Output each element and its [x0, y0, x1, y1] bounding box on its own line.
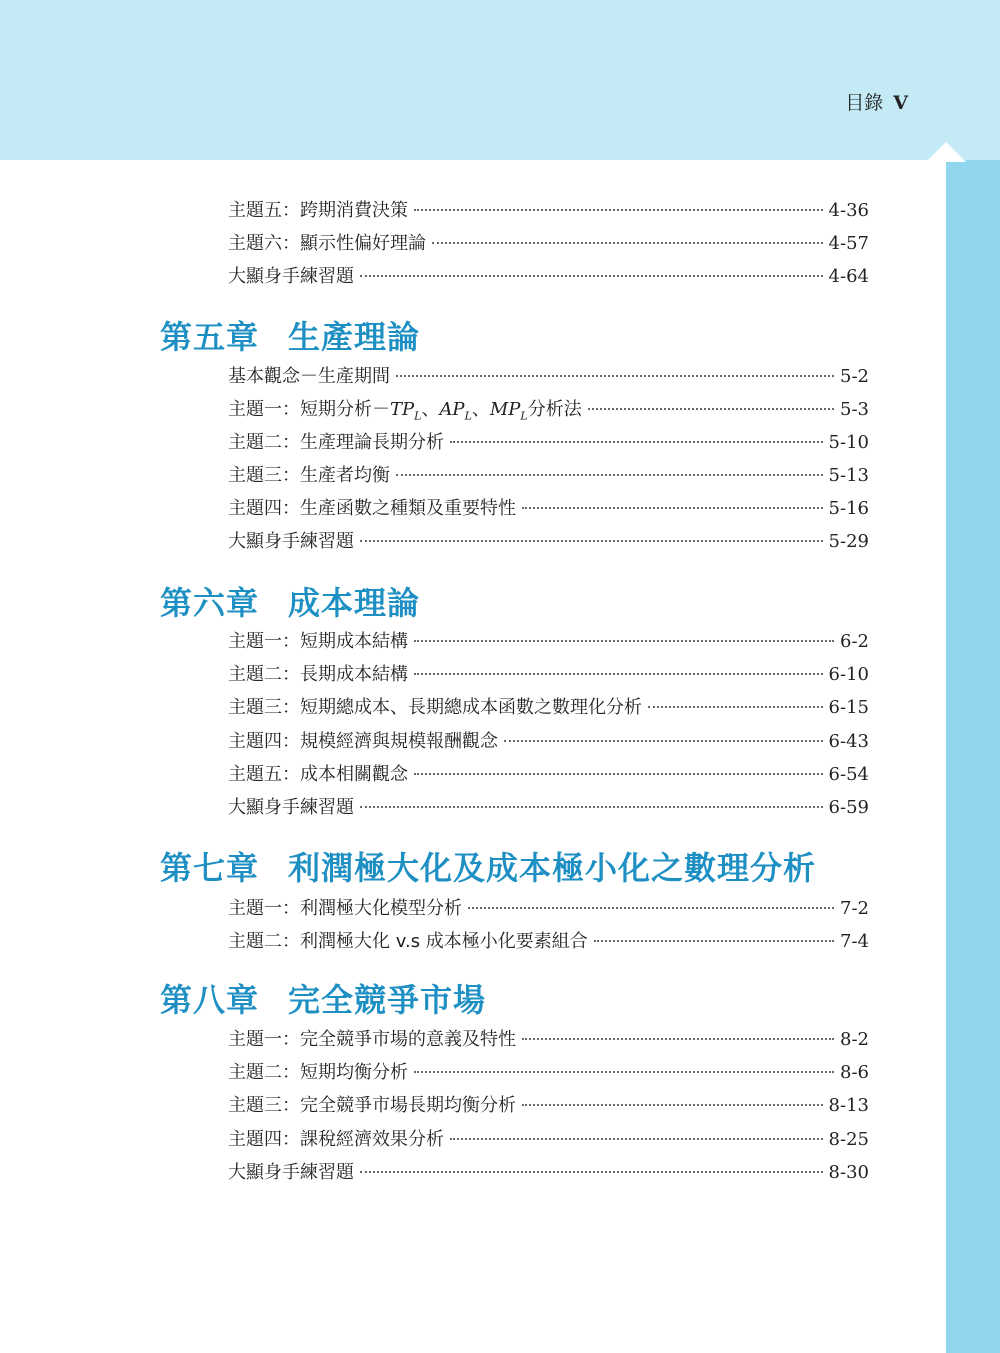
toc-entry-label: 基本觀念－生產期間	[228, 366, 390, 387]
toc-entry[interactable]	[228, 1125, 869, 1155]
dot-leader	[504, 740, 823, 742]
dot-leader	[414, 209, 823, 211]
toc-entry-label: 主題四：生產函數之種類及重要特性	[228, 498, 516, 519]
toc-entry[interactable]	[228, 1158, 869, 1188]
chapter-number: 第七章	[160, 849, 260, 887]
toc-entry-label: 主題六：顯示性偏好理論	[228, 233, 426, 254]
dot-leader	[450, 441, 823, 443]
toc-entry-label: 主題二：長期成本結構	[228, 664, 408, 685]
toc-entry[interactable]	[228, 660, 869, 690]
toc-entry[interactable]	[228, 196, 869, 226]
dot-leader	[522, 1038, 834, 1040]
dot-leader	[522, 1104, 823, 1106]
toc-entry[interactable]	[228, 793, 869, 823]
dot-leader	[594, 940, 834, 942]
toc-entry-page: 8-6	[840, 1062, 869, 1083]
toc-entry-page: 5-10	[828, 432, 869, 453]
dot-leader	[360, 275, 823, 277]
toc-entry-page: 8-25	[828, 1129, 869, 1150]
chapter-heading	[160, 578, 420, 624]
toc-entry-label: 主題三：短期總成本、長期總成本函數之數理化分析	[228, 697, 642, 718]
toc-entry-page: 6-10	[828, 664, 869, 685]
toc-entry-page: 5-3	[840, 399, 869, 420]
toc-entry-label: 主題一：短期分析$-TP_L$、$AP_L$、$MP_L$分析法	[228, 399, 582, 423]
toc-entry-label: 主題二：生產理論長期分析	[228, 432, 444, 453]
toc-entry-label: 主題五：成本相關觀念	[228, 764, 408, 785]
toc-entry[interactable]	[228, 1025, 869, 1055]
dot-leader	[360, 806, 823, 808]
dot-leader	[522, 507, 823, 509]
toc-entry-page: 4-57	[828, 233, 869, 254]
dot-leader	[414, 673, 823, 675]
dot-leader	[414, 1071, 834, 1073]
dot-leader	[648, 706, 823, 708]
toc-entry-label: 大顯身手練習題	[228, 266, 354, 287]
toc-entry[interactable]	[228, 927, 869, 957]
toc-entry[interactable]	[228, 461, 869, 491]
toc-entry-page: 7-2	[840, 898, 869, 919]
dot-leader	[414, 773, 823, 775]
chapter-number: 第五章	[160, 318, 260, 356]
toc-entry-page: 6-15	[828, 697, 869, 718]
toc-entry[interactable]	[228, 362, 869, 392]
toc-entry-page: 6-54	[828, 764, 869, 785]
toc-entry-label: 大顯身手練習題	[228, 1162, 354, 1183]
toc-entry-page: 8-30	[828, 1162, 869, 1183]
toc-entry-label: 主題一：完全競爭市場的意義及特性	[228, 1029, 516, 1050]
toc-entry-page: 5-2	[840, 366, 869, 387]
toc-entry-page: 5-29	[828, 531, 869, 552]
toc-entry[interactable]	[228, 627, 869, 657]
dot-leader	[360, 540, 823, 542]
toc-entry-label: 主題五：跨期消費決策	[228, 200, 408, 221]
toc-entry-label: 大顯身手練習題	[228, 797, 354, 818]
corner-notch	[926, 142, 966, 162]
toc-entry[interactable]	[228, 527, 869, 557]
toc-entry-page: 4-64	[828, 266, 869, 287]
toc-entry-label: 主題四：課稅經濟效果分析	[228, 1129, 444, 1150]
dot-leader	[468, 907, 834, 909]
chapter-title: 完全競爭市場	[288, 981, 487, 1019]
chapter-heading	[160, 312, 420, 358]
dot-leader	[414, 640, 834, 642]
toc-entry-label: 主題三：生產者均衡	[228, 465, 390, 486]
header-page-number: V	[893, 92, 908, 114]
chapter-number: 第八章	[160, 981, 260, 1019]
toc-entry[interactable]	[228, 894, 869, 924]
toc-entry-page: 8-2	[840, 1029, 869, 1050]
chapter-title: 利潤極大化及成本極小化之數理分析	[288, 849, 817, 887]
chapter-heading	[160, 975, 486, 1021]
toc-entry-label: 主題三：完全競爭市場長期均衡分析	[228, 1095, 516, 1116]
dot-leader	[360, 1171, 823, 1173]
dot-leader	[396, 375, 834, 377]
running-header	[845, 88, 908, 115]
toc-entry-page: 6-2	[840, 631, 869, 652]
toc-entry-page: 8-13	[828, 1095, 869, 1116]
toc-entry[interactable]	[228, 693, 869, 723]
toc-entry-page: 5-13	[828, 465, 869, 486]
chapter-title: 生產理論	[288, 318, 421, 356]
side-color-band	[946, 160, 1000, 1353]
toc-entry-page: 5-16	[828, 498, 869, 519]
top-color-band	[0, 0, 1000, 160]
toc-entry-label: 主題二：短期均衡分析	[228, 1062, 408, 1083]
chapter-number: 第六章	[160, 584, 260, 622]
toc-entry-page: 6-59	[828, 797, 869, 818]
chapter-heading	[160, 843, 816, 889]
dot-leader	[588, 408, 834, 410]
toc-entry[interactable]	[228, 262, 869, 292]
toc-entry-page: 6-43	[828, 731, 869, 752]
toc-entry-label: 大顯身手練習題	[228, 531, 354, 552]
header-title: 目錄	[845, 92, 884, 114]
dot-leader	[450, 1138, 823, 1140]
toc-entry-label: 主題一：利潤極大化模型分析	[228, 898, 462, 919]
toc-entry-label: 主題一：短期成本結構	[228, 631, 408, 652]
toc-entry[interactable]	[228, 727, 869, 757]
toc-entry[interactable]	[228, 1058, 869, 1088]
toc-entry-page: 7-4	[840, 931, 869, 952]
dot-leader	[432, 242, 823, 244]
toc-entry[interactable]	[228, 229, 869, 259]
dot-leader	[396, 474, 823, 476]
toc-entry[interactable]	[228, 494, 869, 524]
toc-entry[interactable]	[228, 428, 869, 458]
toc-entry[interactable]	[228, 760, 869, 790]
chapter-title: 成本理論	[288, 584, 421, 622]
toc-entry-label: 主題四：規模經濟與規模報酬觀念	[228, 731, 498, 752]
toc-entry-page: 4-36	[828, 200, 869, 221]
toc-entry[interactable]	[228, 1091, 869, 1121]
toc-entry[interactable]	[228, 395, 869, 425]
toc-entry-label: 主題二：利潤極大化 v.s 成本極小化要素組合	[228, 931, 588, 952]
